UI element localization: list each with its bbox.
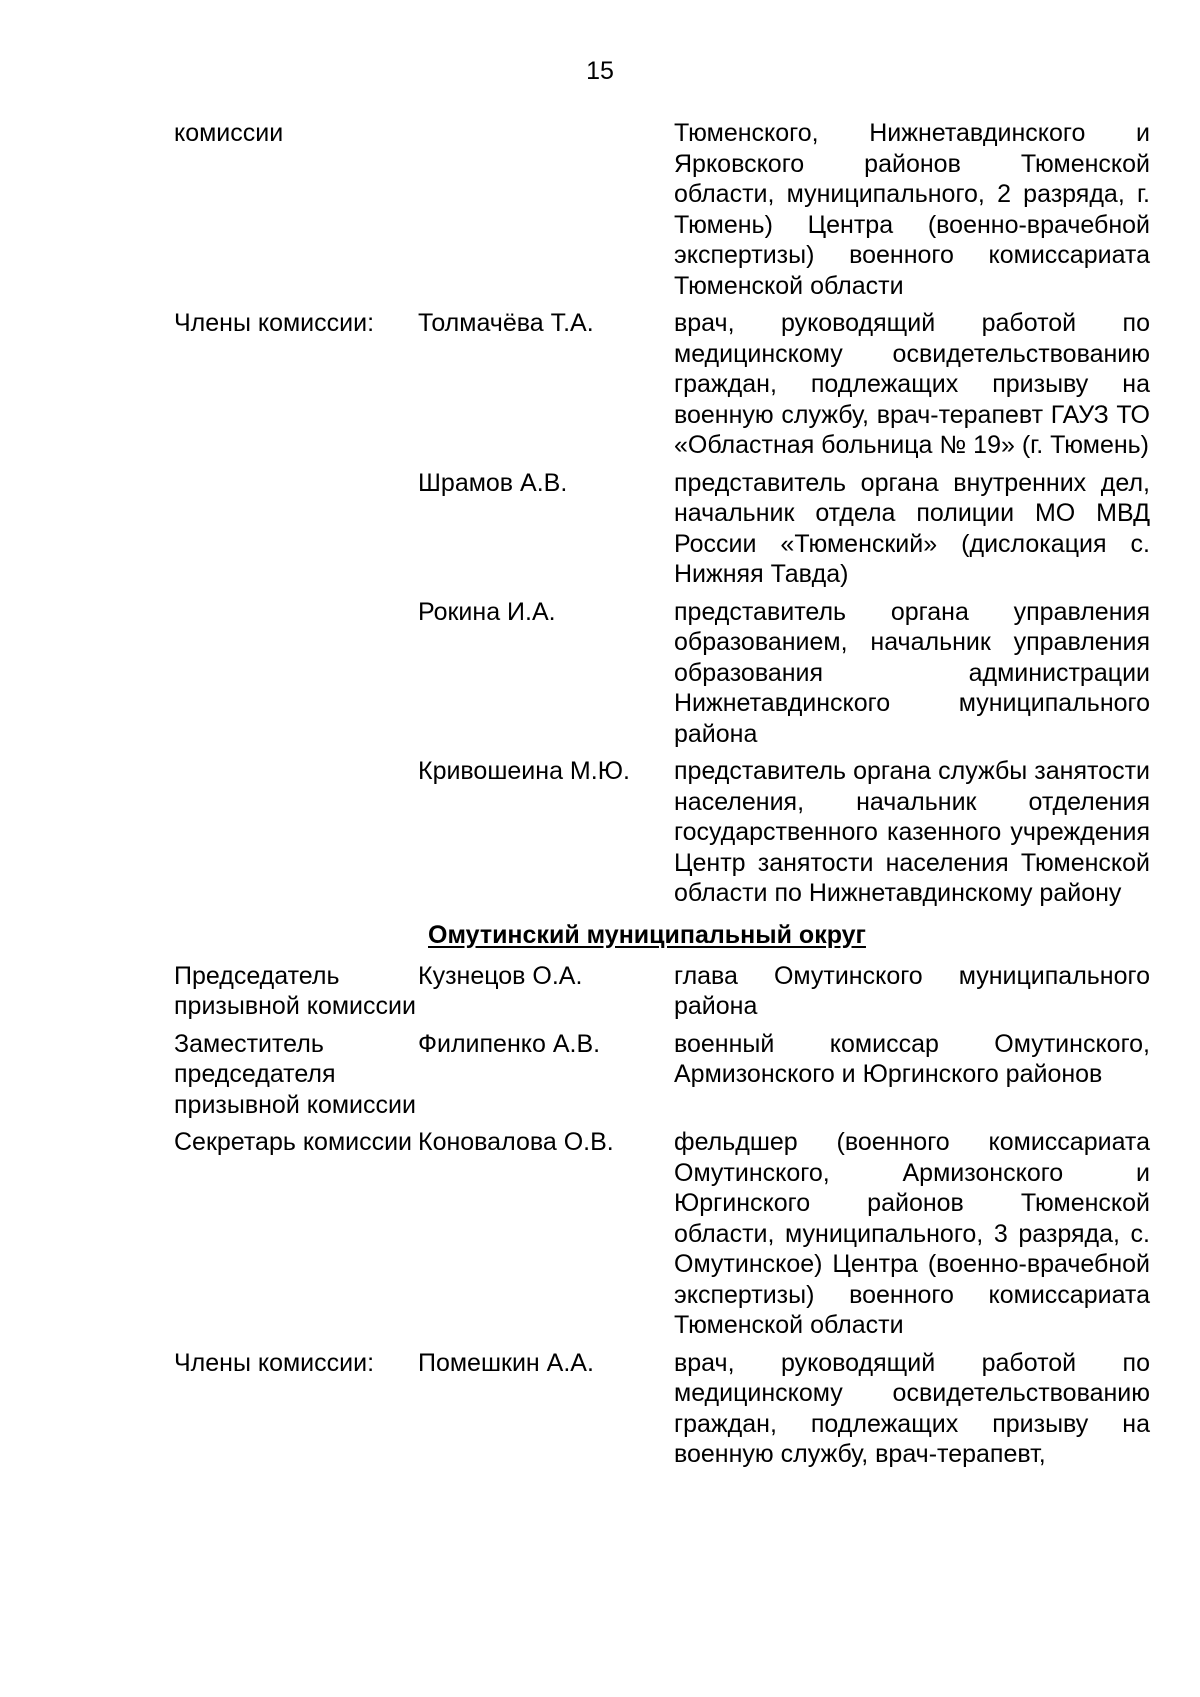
member-role: Члены комиссии: — [174, 309, 375, 337]
section-heading: Омутинский муниципальный округ — [428, 920, 866, 949]
member-position: представитель органа управления образованием, начальник управления образования администрации Нижнетавдинского муниципального района — [674, 597, 1150, 748]
table-row — [174, 468, 1150, 590]
member-role: Председатель призывной комиссии — [174, 961, 416, 1020]
table-row — [174, 961, 1150, 1022]
member-name: Филипенко А.В. — [418, 1029, 601, 1058]
table-row — [174, 118, 1150, 301]
commission-list — [174, 118, 1150, 1470]
table-row — [174, 756, 1150, 909]
member-role: комиссии — [174, 119, 284, 147]
member-position: военный комиссар Омутинского, Армизонского и Юргинского районов — [674, 1029, 1150, 1088]
table-row — [174, 1127, 1150, 1341]
member-position: Тюменского, Нижнетавдинского и Ярковского районов Тюменской области, муниципального, 2 разряда, г. Тюмень) Центра (военно-врачебной экспертизы) военного комиссариата Тюменской области — [674, 119, 1150, 300]
table-row — [174, 597, 1150, 750]
table-row — [174, 1029, 1150, 1121]
member-name: Шрамов А.В. — [418, 468, 568, 497]
member-name: Помешкин А.А. — [418, 1348, 594, 1377]
member-name: Толмачёва Т.А. — [418, 309, 594, 337]
member-position: глава Омутинского муниципального района — [674, 961, 1150, 1020]
member-position: представитель органа службы занятости населения, начальник отделения государственного казенного учреждения Центр занятости населения Тюменской области по Нижнетавдинскому району — [674, 757, 1150, 907]
member-position: врач, руководящий работой по медицинскому освидетельствованию граждан, подлежащих призыву на военную службу, врач-терапевт ГАУЗ ТО «Областная больница № 19» (г. Тюмень) — [674, 309, 1150, 459]
member-name: Коновалова О.В. — [418, 1128, 614, 1156]
member-name: Рокина И.А. — [418, 597, 556, 626]
table-row — [174, 1348, 1150, 1470]
member-name: Кузнецов О.А. — [418, 961, 583, 990]
member-position: представитель органа внутренних дел, начальник отдела полиции МО МВД России «Тюменский» (дислокация с. Нижняя Тавда) — [674, 468, 1150, 588]
member-role: Члены комиссии: — [174, 1348, 375, 1377]
table-row — [174, 308, 1150, 461]
member-role: Секретарь комиссии — [174, 1128, 413, 1156]
page-number: 15 — [586, 57, 614, 85]
member-position: фельдшер (военного комиссариата Омутинского, Армизонского и Юргинского районов Тюменской области, муниципального, 3 разряда, с. Омутинское) Центра (военно-врачебной экспертизы) военного комиссариата Тюменской области — [674, 1128, 1150, 1339]
member-role: Заместитель председателя призывной комиссии — [174, 1029, 416, 1119]
member-position: врач, руководящий работой по медицинскому освидетельствованию граждан, подлежащих призыву на военную службу, врач-терапевт, — [674, 1348, 1150, 1468]
member-name: Кривошеина М.Ю. — [418, 757, 630, 785]
